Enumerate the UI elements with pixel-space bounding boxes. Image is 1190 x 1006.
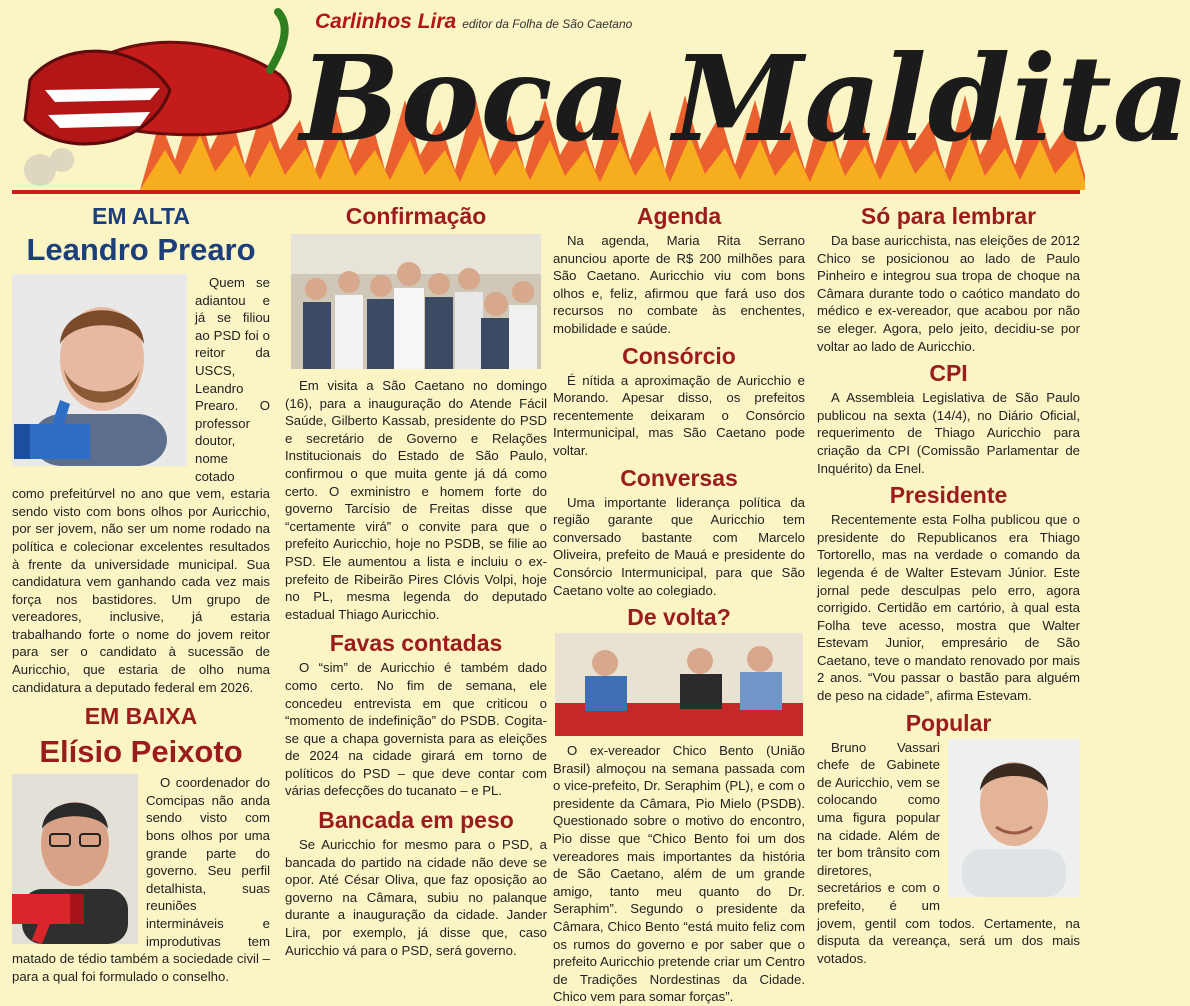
bancada-em-peso-text: Se Auricchio for mesmo para o PSD, a bancada do partido na cidade não deve se opor. Até César Oliva, que faz oposição ao governo na Câmara, subiu no palanque durante a inauguração da cidade. Jander Lira, por exemplo, já disse que, caso Auricchio vá para o PSD, será governo. (285, 837, 547, 958)
em-alta-name: Leandro Prearo (26, 232, 256, 267)
agenda-title: Agenda (636, 203, 722, 229)
header-divider (12, 190, 1080, 194)
popular-text: Bruno Vassari chefe de Gabinete de Auricchio, vem se colocando como uma figura popular na cidade. Além de ter bom trânsito com diretores, secretários e com o prefeito, é um jovem, gentil com todos. Certamente, na disputa da vereança, será um dos mais votados. (817, 739, 1080, 966)
de-volta-title: De volta? (627, 604, 731, 631)
bruno-vassari-photo (948, 739, 1080, 897)
de-volta-text: O ex-vereador Chico Bento (União Brasil) almoçou na semana passada com o vice-prefeito, Dr. Seraphim (PL), e com o presidente da Câmara, Pio Mielo (PSDB). Questionado sobre o motivo do encontro, Pio disse que “Chico Bento foi um dos vereadores mais importantes da história de São Caetano, além de um grande amigo, tanto meu quanto do Dr. Seraphim”. Segundo o presidente da Câmara, Chico Bento “está muito feliz com os rumos do governo e por saber que o prefeito Auricchio pretende criar um Centro de Tradições Nordestinas da Cidade. Chico vem para somar forças”. (553, 743, 805, 1005)
conversas-title: Conversas (620, 464, 738, 491)
em-baixa-label: EM BAIXA (84, 703, 198, 730)
consorcio-text: É nítida a aproximação de Auricchio e Morando. Apesar disso, os prefeitos recentemente deixaram o Consórcio Intermunicipal, mas São Caetano pode voltar. (553, 372, 805, 458)
elisio-peixoto-photo (12, 774, 138, 944)
conversas-text: Uma importante liderança política da região garante que Auricchio tem conversado bastante com Marcelo Oliveira, prefeito de Mauá e presidente do Consórcio Intermunicipal, para que São Caetano volte ao colegiado. (553, 494, 805, 598)
lunch-meeting-photo (555, 633, 803, 736)
em-baixa-name: Elísio Peixoto (39, 734, 243, 770)
presidente-title: Presidente (889, 482, 1008, 509)
cpi-text: A Assembleia Legislativa de São Paulo publicou na sexta (14/4), no Diário Oficial, requerimento de Thiago Auricchio para criação da CPI (Comissão Parlamentar de Inquérito) da Enel. (817, 390, 1080, 476)
column-1 (12, 200, 270, 984)
leandro-prearo-photo (12, 274, 187, 466)
so-para-lembrar-text: Da base auricchista, nas eleições de 2012 Chico se posicionou ao lado de Paulo Pinheiro e integrou sua tropa de choque na Câmara durante todo o caótico mandato do médico e ex-vereador, que acabou por não se eleger. Agora, pelo jeito, decidiu-se por voltar ao lado de Auricchio. (817, 233, 1080, 354)
em-alta-text: Quem se adiantou e já se filiou ao PSD foi o reitor da USCS, Leandro Prearo. O professor doutor, nome cotado como prefeitúrvel no ano que vem, estaria sendo visto com bons olhos por Auricchio, por ser jovem, não ser um nome rodado na política e colecionar excelentes resultados à frente da universidade municipal. Sua candidatura vem ganhando cada vez mais força nos bastidores. Um grupo de vereadores, inclusive, já estaria trabalhando forte o nome do jovem reitor para ser o candidato à sucessão de Auricchio, que estaria de olho numa candidatura a deputado federal em 2026. (12, 275, 270, 695)
confirmacao-title: Confirmação (345, 203, 487, 229)
column-banner (0, 0, 1190, 195)
agenda-text: Na agenda, Maria Rita Serrano anunciou aporte de R$ 200 milhões para São Caetano. Auricchio viu com bons olhos e, feliz, afirmou que fará uso dos recursos no combate às enchentes, mobilidade e saúde. (553, 233, 805, 336)
so-para-lembrar-title: Só para lembrar (860, 203, 1037, 229)
kassab-group-photo (291, 234, 541, 369)
consorcio-title: Consórcio (622, 342, 736, 369)
em-baixa-text: O coordenador do Comcipas não anda sendo visto com bons olhos por uma grande parte do governo. Seu perfil detalhista, suas reuniões intermináveis e improdutivas tem matado de tédio também a sociedade civil – para a qual foi formulado o conselho. (12, 775, 270, 984)
confirmacao-text: Em visita a São Caetano no domingo (16), para a inauguração do Atende Fácil Saúde, Gilberto Kassab, presidente do PSD e secretário de Governo e Relações Institucionais do Estado de São Paulo, confirmou o que muita gente já dá como certo. O exministro e homem forte do governo Tarcísio de Freitas disse que “certamente virá” o convite para que o prefeito Auricchio, hoje no PSDB, se filie ao PSD. Ele aumentou a lista e incluiu o ex-prefeito de Ribeirão Pires Clóvis Volpi, hoje no PL, mesma legenda do deputado estadual Thiago Auricchio. (285, 378, 547, 622)
em-alta-label: EM ALTA (92, 203, 190, 229)
column-title: Boca Maldita (300, 29, 1190, 168)
bancada-em-peso-title: Bancada em peso (318, 807, 514, 834)
column-4 (817, 200, 1080, 966)
author-name: Carlinhos Lira (315, 10, 457, 33)
column-2 (285, 200, 547, 958)
presidente-text: Recentemente esta Folha publicou que o presidente do Republicanos era Thiago Tortorello, mas na verdade o comando da legenda é de Walter Estevam Júnior. Este jornal pede desculpas pelo erro, agora corrigido. Certidão em cartório, à qual esta Folha teve acesso, mostra que Walter Estevam Junior, empresário de São Caetano, teve o mandato renovado por mais 2 anos. “Vou passar o bastão para alguém de peso na cidade”, afirma Estevam. (817, 512, 1080, 704)
author-role: editor da Folha de São Caetano (462, 17, 633, 31)
cpi-title: CPI (929, 360, 968, 387)
favas-contadas-title: Favas contadas (329, 630, 503, 657)
popular-title: Popular (905, 709, 992, 736)
favas-contadas-text: O “sim” de Auricchio é também dado como certo. No fim de semana, ele concedeu entrevista em que criticou o “momento de indefinição” do PSDB. Cogita-se que a chapa governista para as eleições de 2024 na cidade girará em torno de políticos do PSD – que deve contar com várias defecções do tucanato – e PL. (285, 660, 547, 799)
column-3 (553, 200, 805, 1005)
